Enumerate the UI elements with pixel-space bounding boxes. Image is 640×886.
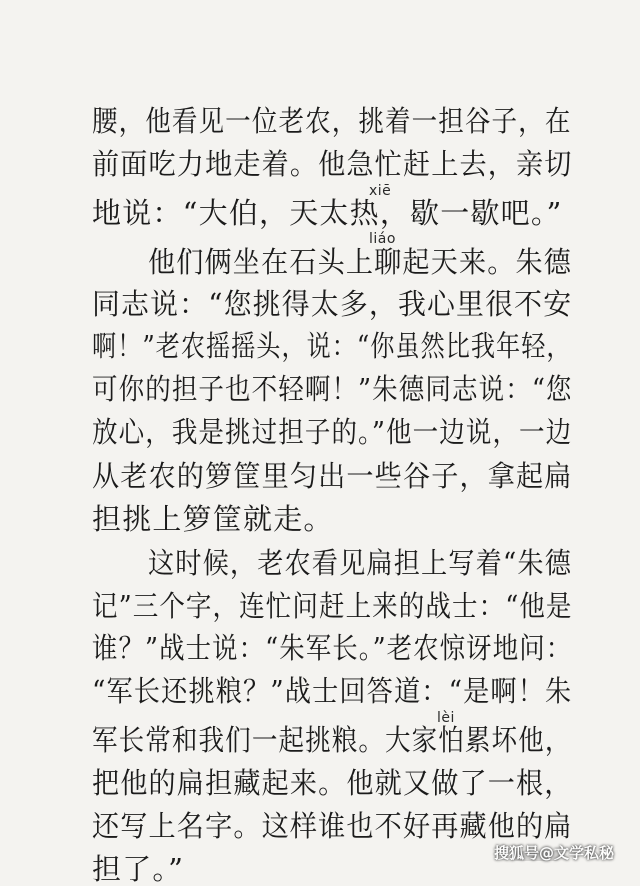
text-line: 还写上名字。这样谁也不好再藏他的扁 (92, 809, 573, 843)
text-line: 担了。” (92, 852, 185, 886)
pinyin-annotation: liáo (369, 231, 396, 247)
pinyin-annotation: lèi (437, 710, 455, 726)
pinyin-annotation: xiē (369, 183, 392, 199)
text-line: 可你的担子也不轻啊！”朱德同志说：“您 (92, 372, 573, 406)
text-line: 啊！”老农摇摇头，说：“你虽然比我年轻， (92, 329, 572, 363)
text-line: 前面吃力地走着。他急忙赶上去，亲切 (92, 147, 573, 181)
text-line: “军长还挑粮？”战士回答道：“是啊！朱 (92, 674, 573, 708)
text-line: 地说：“大伯，天太热，歇一歇吧。” (92, 196, 563, 230)
text-line: 从老农的箩筐里匀出一些谷子，拿起扁 (92, 459, 573, 493)
text-line: 军长常和我们一起挑粮。大家怕累坏他， (92, 723, 572, 757)
text-line: 同志说：“您挑得太多，我心里很不安 (92, 287, 573, 321)
text-line: 他们俩坐在石头上聊起天来。朱德 (148, 245, 573, 279)
text-line: 腰，他看见一位老农，挑着一担谷子，在 (92, 104, 572, 138)
text-line: 这时候，老农看见扁担上写着“朱德 (148, 546, 573, 580)
text-line: 把他的扁担藏起来。他就又做了一根， (92, 766, 573, 800)
source-watermark: 搜狐号@文学私秘 (493, 844, 614, 862)
text-line: 放心，我是挑过担子的。”他一边说，一边 (92, 415, 573, 449)
text-line: 担挑上箩筐就走。 (92, 502, 334, 536)
text-line: 记”三个字，连忙问赶上来的战士：“他是 (92, 589, 573, 623)
text-line: 谁？”战士说：“朱军长。”老农惊讶地问： (92, 631, 573, 665)
